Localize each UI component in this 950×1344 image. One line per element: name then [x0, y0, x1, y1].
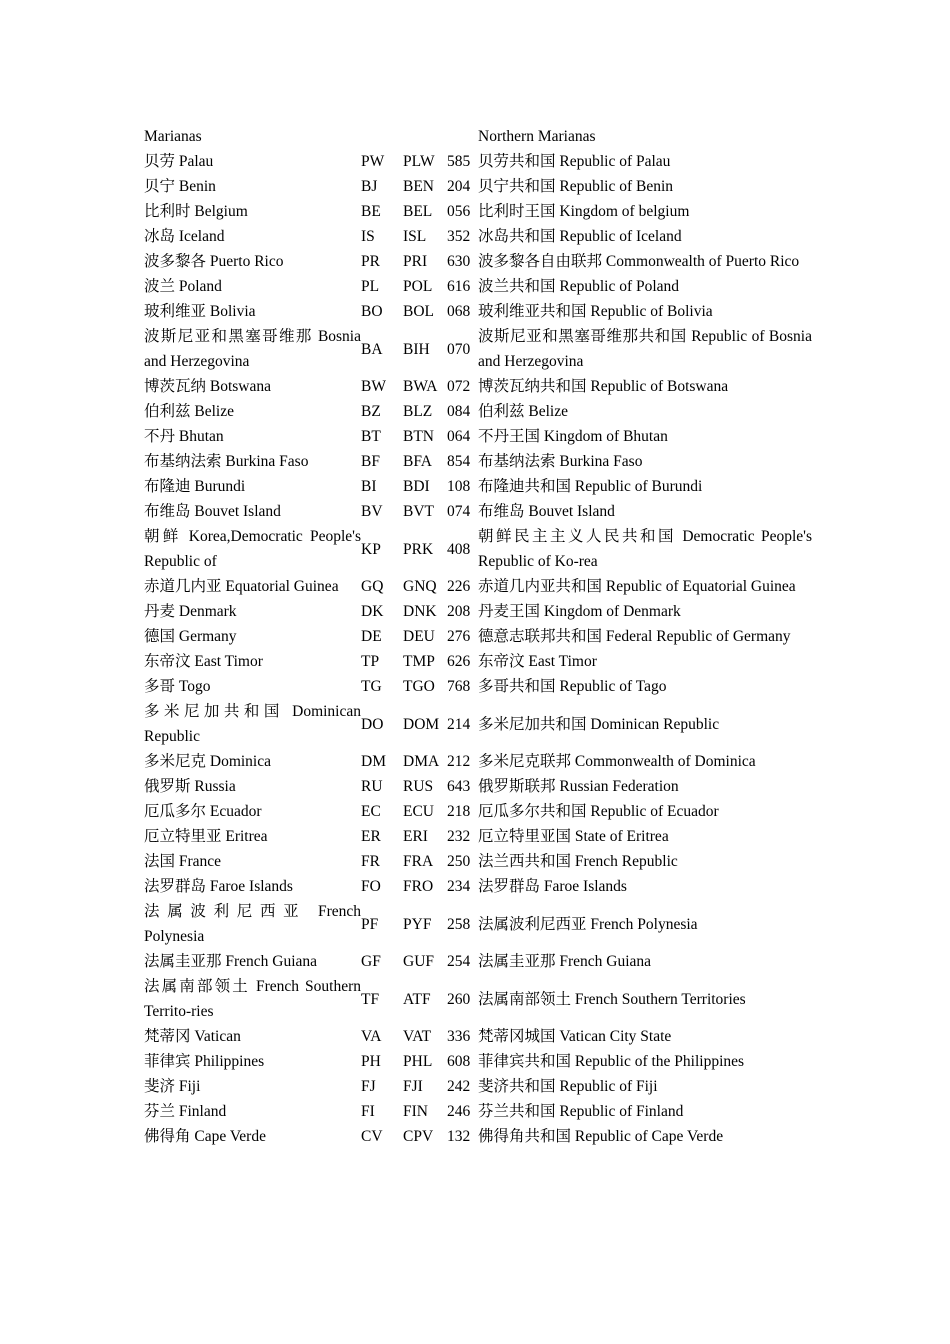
- country-full-name: 法罗群岛 Faroe Islands: [478, 878, 627, 895]
- alpha3-code: BIH: [403, 340, 430, 358]
- table-row: [144, 749, 812, 774]
- table-row: [144, 1049, 812, 1074]
- table-row: [144, 824, 812, 849]
- country-code-table: [144, 124, 812, 1149]
- table-row: [144, 1024, 812, 1049]
- country-full-name: 法兰西共和国 French Republic: [478, 853, 678, 870]
- numeric-code: 408: [447, 540, 471, 558]
- alpha2-code: KP: [361, 540, 381, 558]
- alpha2-code: BE: [361, 203, 381, 220]
- alpha2-code: [361, 124, 403, 149]
- alpha3-code: GNQ: [403, 578, 437, 595]
- alpha3-code: ISL: [403, 228, 427, 245]
- alpha2-code: BI: [361, 478, 377, 495]
- country-short-name: 法属圭亚那 French Guiana: [144, 953, 318, 970]
- alpha3-code: PLW: [403, 153, 435, 170]
- country-full-name: 博茨瓦纳共和国 Republic of Botswana: [478, 378, 729, 395]
- country-short-name: 佛得角 Cape Verde: [144, 1128, 266, 1145]
- country-short-name: 朝鲜 Korea,Democratic People's Republic of: [144, 528, 361, 570]
- country-short-name: 菲律宾 Philippines: [144, 1053, 265, 1070]
- alpha2-code: TG: [361, 678, 382, 695]
- alpha3-code: BLZ: [403, 403, 433, 420]
- country-full-name: 不丹王国 Kingdom of Bhutan: [478, 428, 668, 445]
- country-short-name: 厄瓜多尔 Ecuador: [144, 803, 262, 820]
- country-short-name: 多米尼克 Dominica: [144, 753, 271, 770]
- country-short-name: Marianas: [144, 128, 202, 145]
- country-full-name: 丹麦王国 Kingdom of Denmark: [478, 603, 681, 620]
- alpha2-code: GQ: [361, 578, 384, 595]
- alpha3-code: ECU: [403, 803, 434, 820]
- alpha3-code: [403, 124, 447, 149]
- country-code-document: [144, 124, 812, 1149]
- alpha3-code: POL: [403, 278, 433, 295]
- alpha3-code: FIN: [403, 1103, 428, 1120]
- country-code-table-body: [144, 124, 812, 1149]
- country-short-name: 东帝汶 East Timor: [144, 653, 263, 670]
- country-full-name: 玻利维亚共和国 Republic of Bolivia: [478, 303, 713, 320]
- country-full-name: 佛得角共和国 Republic of Cape Verde: [478, 1128, 724, 1145]
- country-full-name: 波兰共和国 Republic of Poland: [478, 278, 680, 295]
- numeric-code: 226: [447, 578, 471, 595]
- country-full-name: 比利时王国 Kingdom of belgium: [478, 203, 690, 220]
- country-full-name: 赤道几内亚共和国 Republic of Equatorial Guinea: [478, 578, 796, 595]
- table-row: [144, 449, 812, 474]
- country-full-name: 布隆迪共和国 Republic of Burundi: [478, 478, 703, 495]
- alpha3-code: DEU: [403, 628, 435, 645]
- alpha3-code: TGO: [403, 678, 435, 695]
- table-row: [144, 674, 812, 699]
- numeric-code: 768: [447, 678, 471, 695]
- numeric-code: 204: [447, 178, 471, 195]
- table-row: [144, 1124, 812, 1149]
- alpha3-code: PHL: [403, 1053, 433, 1070]
- country-short-name: 法罗群岛 Faroe Islands: [144, 878, 293, 895]
- country-full-name: 德意志联邦共和国 Federal Republic of Germany: [478, 628, 791, 645]
- country-full-name: 斐济共和国 Republic of Fiji: [478, 1078, 658, 1095]
- alpha3-code: DNK: [403, 603, 437, 620]
- numeric-code: 132: [447, 1128, 471, 1145]
- table-row: [144, 124, 812, 149]
- alpha3-code: GUF: [403, 953, 435, 970]
- country-full-name: 贝劳共和国 Republic of Palau: [478, 153, 671, 170]
- table-row: [144, 974, 812, 1024]
- table-row: [144, 249, 812, 274]
- country-short-name: 法属南部领土 French Southern Territo-ries: [144, 978, 361, 1020]
- country-short-name: 法属波利尼西亚 French Polynesia: [144, 903, 361, 945]
- alpha3-code: RUS: [403, 778, 434, 795]
- table-row: [144, 849, 812, 874]
- numeric-code: 064: [447, 428, 471, 445]
- country-short-name: 玻利维亚 Bolivia: [144, 303, 256, 320]
- numeric-code: 626: [447, 653, 471, 670]
- numeric-code: 056: [447, 203, 471, 220]
- numeric-code: 232: [447, 828, 471, 845]
- country-short-name: 德国 Germany: [144, 628, 237, 645]
- table-row: [144, 424, 812, 449]
- numeric-code: 214: [447, 715, 471, 733]
- alpha3-code: BVT: [403, 503, 434, 520]
- country-full-name: 厄瓜多尔共和国 Republic of Ecuador: [478, 803, 719, 820]
- alpha2-code: EC: [361, 803, 381, 820]
- alpha2-code: CV: [361, 1128, 383, 1145]
- country-full-name: 布基纳法索 Burkina Faso: [478, 453, 643, 470]
- country-full-name: 法属圭亚那 French Guiana: [478, 953, 652, 970]
- country-full-name: 贝宁共和国 Republic of Benin: [478, 178, 674, 195]
- alpha3-code: CPV: [403, 1128, 434, 1145]
- alpha2-code: ER: [361, 828, 381, 845]
- table-row: [144, 774, 812, 799]
- country-short-name: 伯利兹 Belize: [144, 403, 234, 420]
- country-full-name: 厄立特里亚国 State of Eritrea: [478, 828, 669, 845]
- table-row: [144, 574, 812, 599]
- table-row: [144, 874, 812, 899]
- table-row: [144, 1074, 812, 1099]
- alpha2-code: BO: [361, 303, 383, 320]
- table-row: [144, 474, 812, 499]
- country-short-name: 博茨瓦纳 Botswana: [144, 378, 272, 395]
- country-full-name: 俄罗斯联邦 Russian Federation: [478, 778, 679, 795]
- alpha3-code: DOM: [403, 715, 440, 733]
- table-row: [144, 949, 812, 974]
- table-row: [144, 149, 812, 174]
- country-short-name: 多米尼加共和国 Dominican Republic: [144, 703, 361, 745]
- table-row: [144, 499, 812, 524]
- alpha3-code: BTN: [403, 428, 434, 445]
- numeric-code: 234: [447, 878, 471, 895]
- country-short-name: 赤道几内亚 Equatorial Guinea: [144, 578, 339, 595]
- numeric-code: 246: [447, 1103, 471, 1120]
- alpha2-code: BT: [361, 428, 381, 445]
- country-short-name: 冰岛 Iceland: [144, 228, 225, 245]
- table-row: [144, 599, 812, 624]
- country-full-name: 东帝汶 East Timor: [478, 653, 597, 670]
- country-short-name: 波多黎各 Puerto Rico: [144, 253, 284, 270]
- country-full-name: 冰岛共和国 Republic of Iceland: [478, 228, 682, 245]
- numeric-code: 336: [447, 1028, 471, 1045]
- country-full-name: 菲律宾共和国 Republic of the Philippines: [478, 1053, 745, 1070]
- country-full-name: 伯利兹 Belize: [478, 403, 568, 420]
- alpha3-code: VAT: [403, 1028, 432, 1045]
- country-short-name: 俄罗斯 Russia: [144, 778, 236, 795]
- alpha3-code: BFA: [403, 453, 433, 470]
- alpha2-code: FJ: [361, 1078, 376, 1095]
- numeric-code: 608: [447, 1053, 471, 1070]
- alpha2-code: PR: [361, 253, 380, 270]
- table-row: [144, 199, 812, 224]
- alpha2-code: FO: [361, 878, 381, 895]
- numeric-code: 072: [447, 378, 471, 395]
- alpha3-code: TMP: [403, 653, 435, 670]
- alpha2-code: RU: [361, 778, 383, 795]
- alpha3-code: BDI: [403, 478, 430, 495]
- country-short-name: 多哥 Togo: [144, 678, 211, 695]
- numeric-code: 276: [447, 628, 471, 645]
- country-short-name: 波斯尼亚和黑塞哥维那 Bosnia and Herzegovina: [144, 328, 361, 370]
- table-row: [144, 899, 812, 949]
- alpha2-code: DM: [361, 753, 386, 770]
- alpha2-code: PL: [361, 278, 380, 295]
- alpha2-code: DO: [361, 715, 384, 733]
- alpha3-code: FRO: [403, 878, 434, 895]
- table-row: [144, 174, 812, 199]
- country-full-name: 朝鲜民主主义人民共和国 Democratic People's Republic of Ko-rea: [478, 528, 812, 570]
- alpha2-code: FI: [361, 1103, 375, 1120]
- table-row: [144, 299, 812, 324]
- table-row: [144, 324, 812, 374]
- alpha3-code: BEL: [403, 203, 433, 220]
- alpha2-code: BA: [361, 340, 383, 358]
- numeric-code: 260: [447, 990, 471, 1008]
- alpha2-code: VA: [361, 1028, 382, 1045]
- numeric-code: 108: [447, 478, 471, 495]
- country-full-name: 波斯尼亚和黑塞哥维那共和国 Republic of Bosnia and Herzegovina: [478, 328, 812, 370]
- table-row: [144, 699, 812, 749]
- country-full-name: 法属南部领土 French Southern Territories: [478, 990, 746, 1008]
- alpha2-code: PW: [361, 153, 385, 170]
- numeric-code: 084: [447, 403, 471, 420]
- numeric-code: [447, 124, 478, 149]
- alpha3-code: BEN: [403, 178, 434, 195]
- country-short-name: 丹麦 Denmark: [144, 603, 237, 620]
- alpha2-code: TP: [361, 653, 380, 670]
- alpha3-code: ERI: [403, 828, 428, 845]
- country-short-name: 贝宁 Benin: [144, 178, 216, 195]
- country-short-name: 贝劳 Palau: [144, 153, 214, 170]
- country-full-name: 多米尼加共和国 Dominican Republic: [478, 715, 720, 733]
- numeric-code: 254: [447, 953, 471, 970]
- country-short-name: 布隆迪 Burundi: [144, 478, 246, 495]
- alpha3-code: FRA: [403, 853, 434, 870]
- alpha2-code: GF: [361, 953, 381, 970]
- table-row: [144, 374, 812, 399]
- numeric-code: 352: [447, 228, 471, 245]
- country-full-name: 波多黎各自由联邦 Commonwealth of Puerto Rico: [478, 253, 800, 270]
- alpha3-code: DMA: [403, 753, 440, 770]
- alpha2-code: FR: [361, 853, 380, 870]
- country-full-name: 法属波利尼西亚 French Polynesia: [478, 915, 698, 933]
- alpha2-code: IS: [361, 228, 375, 245]
- country-short-name: 比利时 Belgium: [144, 203, 248, 220]
- numeric-code: 585: [447, 153, 471, 170]
- country-short-name: 布维岛 Bouvet Island: [144, 503, 281, 520]
- alpha3-code: ATF: [403, 990, 431, 1008]
- country-full-name: 布维岛 Bouvet Island: [478, 503, 615, 520]
- numeric-code: 630: [447, 253, 471, 270]
- table-row: [144, 649, 812, 674]
- alpha2-code: PH: [361, 1053, 381, 1070]
- table-row: [144, 799, 812, 824]
- table-row: [144, 399, 812, 424]
- alpha3-code: PYF: [403, 915, 432, 933]
- alpha3-code: PRK: [403, 540, 434, 558]
- alpha2-code: TF: [361, 990, 380, 1008]
- numeric-code: 074: [447, 503, 471, 520]
- country-short-name: 不丹 Bhutan: [144, 428, 224, 445]
- numeric-code: 250: [447, 853, 471, 870]
- alpha2-code: DK: [361, 603, 384, 620]
- numeric-code: 212: [447, 753, 471, 770]
- country-short-name: 斐济 Fiji: [144, 1078, 201, 1095]
- country-short-name: 法国 France: [144, 853, 222, 870]
- country-short-name: 厄立特里亚 Eritrea: [144, 828, 268, 845]
- numeric-code: 854: [447, 453, 471, 470]
- country-short-name: 芬兰 Finland: [144, 1103, 227, 1120]
- numeric-code: 242: [447, 1078, 471, 1095]
- country-full-name: 梵蒂冈城国 Vatican City State: [478, 1028, 672, 1045]
- numeric-code: 068: [447, 303, 471, 320]
- numeric-code: 258: [447, 915, 471, 933]
- alpha2-code: BJ: [361, 178, 378, 195]
- table-row: [144, 1099, 812, 1124]
- country-short-name: 梵蒂冈 Vatican: [144, 1028, 241, 1045]
- alpha2-code: BW: [361, 378, 386, 395]
- table-row: [144, 524, 812, 574]
- alpha3-code: BOL: [403, 303, 434, 320]
- alpha2-code: BZ: [361, 403, 381, 420]
- numeric-code: 208: [447, 603, 471, 620]
- country-short-name: 布基纳法索 Burkina Faso: [144, 453, 309, 470]
- alpha2-code: DE: [361, 628, 382, 645]
- table-row: [144, 624, 812, 649]
- alpha3-code: BWA: [403, 378, 438, 395]
- alpha2-code: BF: [361, 453, 380, 470]
- country-full-name: 芬兰共和国 Republic of Finland: [478, 1103, 684, 1120]
- table-row: [144, 274, 812, 299]
- numeric-code: 616: [447, 278, 471, 295]
- alpha3-code: PRI: [403, 253, 428, 270]
- numeric-code: 218: [447, 803, 471, 820]
- country-full-name: Northern Marianas: [478, 128, 596, 145]
- table-row: [144, 224, 812, 249]
- numeric-code: 070: [447, 340, 471, 358]
- alpha3-code: FJI: [403, 1078, 423, 1095]
- alpha2-code: BV: [361, 503, 383, 520]
- country-short-name: 波兰 Poland: [144, 278, 222, 295]
- numeric-code: 643: [447, 778, 471, 795]
- alpha2-code: PF: [361, 915, 379, 933]
- country-full-name: 多米尼克联邦 Commonwealth of Dominica: [478, 753, 756, 770]
- country-full-name: 多哥共和国 Republic of Tago: [478, 678, 667, 695]
